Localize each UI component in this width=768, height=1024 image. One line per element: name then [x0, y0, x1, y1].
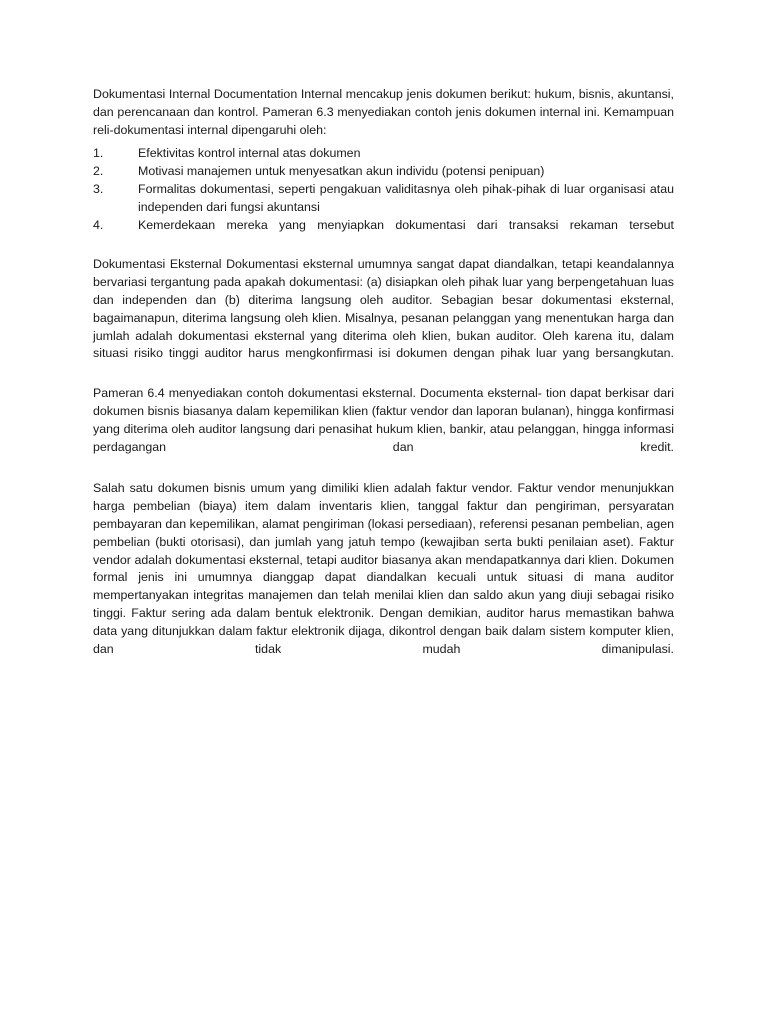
list-item-number: 1.	[93, 146, 104, 161]
list-item-number: 4.	[93, 217, 104, 232]
list-item	[93, 145, 674, 163]
list-item-number: 3.	[93, 181, 104, 196]
reliability-factors-list	[93, 145, 674, 234]
list-item-text: Efektivitas kontrol internal atas dokumen	[138, 146, 361, 161]
list-item	[93, 217, 674, 235]
list-item-number: 2.	[93, 164, 104, 179]
list-item-text: Motivasi manajemen untuk menyesatkan akun individu (potensi penipuan)	[138, 164, 545, 179]
paragraph-vendor-invoice: Salah satu dokumen bisnis umum yang dimiliki klien adalah faktur vendor. Faktur vendor menunjukkan harga pembelian (biaya) item dalam inventaris klien, tanggal faktur dan pengiriman, persyaratan pembayaran dan kepemilikan, alamat pengiriman (lokasi persediaan), referensi pesanan pembelian, agen pembelian (bukti otorisasi), dan jumlah yang jatuh tempo (kewajiban serta bukti penilaian aset). Faktur vendor adalah dokumentasi eksternal, tetapi auditor biasanya akan mendapatkannya dari klien. Dokumen formal jenis ini umumnya dianggap dapat diandalkan kecuali untuk situasi di mana auditor mempertanyakan integritas manajemen dan telah menilai klien dan saldo akun yang diuji sebagai risiko tinggi. Faktur sering ada dalam bentuk elektronik. Dengan demikian, auditor harus memastikan bahwa data yang ditunjukkan dalam faktur elektronik dijaga, dikontrol dengan baik dalam sistem komputer klien, dan tidak mudah dimanipulasi.	[93, 481, 674, 656]
paragraph-exhibit-6-4: Pameran 6.4 menyediakan contoh dokumentasi eksternal. Documenta eksternal- tion dapat berkisar dari dokumen bisnis biasanya dalam kepemilikan klien (faktur vendor dan laporan bulanan), hingga konfirmasi yang diterima oleh auditor langsung dari penasihat hukum klien, bankir, atau pelanggan, hingga informasi perdagangan dan kredit.	[93, 386, 674, 454]
list-item	[93, 181, 674, 217]
list-item-text: Formalitas dokumentasi, seperti pengakuan validitasnya oleh pihak-pihak di luar organisasi atau independen dari fungsi akuntansi	[138, 181, 674, 214]
paragraph-internal-documentation: Dokumentasi Internal Documentation Internal mencakup jenis dokumen berikut: hukum, bisnis, akuntansi, dan perencanaan dan kontrol. Pameran 6.3 menyediakan contoh jenis dokumen internal ini. Kemampuan reli-dokumentasi internal dipengaruhi oleh:	[93, 87, 674, 137]
list-item	[93, 163, 674, 181]
list-item-text: Kemerdekaan mereka yang menyiapkan dokumentasi dari transaksi rekaman tersebut	[138, 217, 674, 232]
document-page	[93, 86, 674, 658]
paragraph-external-documentation: Dokumentasi Eksternal Dokumentasi eksternal umumnya sangat dapat diandalkan, tetapi keandalannya bervariasi tergantung pada apakah dokumentasi: (a) disiapkan oleh pihak luar yang berpengetahuan luas dan independen dan (b) diterima langsung oleh auditor. Sebagian besar dokumentasi eksternal, bagaimanapun, diterima langsung oleh klien. Misalnya, pesanan pelanggan yang menentukan harga dan jumlah adalah dokumentasi eksternal yang diterima oleh klien, bukan auditor. Oleh karena itu, dalam situasi risiko tinggi auditor harus mengkonfirmasi isi dokumen dengan pihak luar yang bersangkutan.	[93, 257, 674, 361]
